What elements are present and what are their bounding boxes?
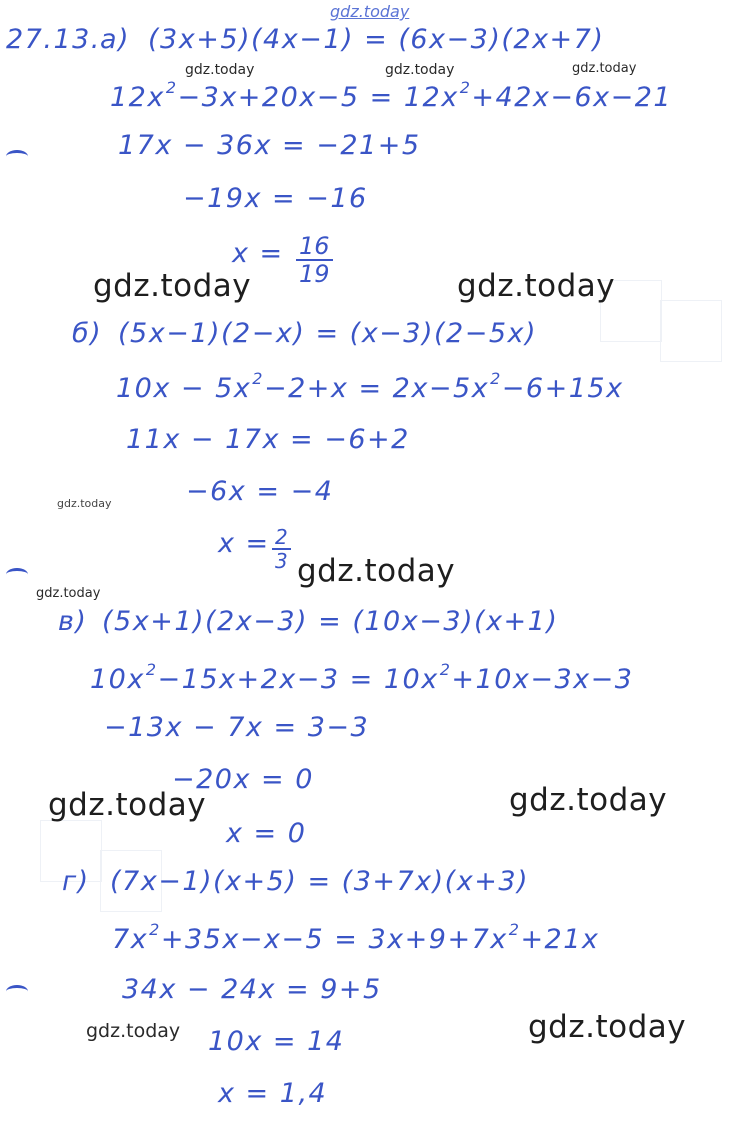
part-g-answer: x = 1,4 <box>218 1078 328 1109</box>
part-b-label: б) <box>72 318 103 349</box>
part-v-answer: x = 0 <box>226 818 307 849</box>
margin-mark <box>6 150 28 163</box>
fraction-numerator: 16 <box>296 234 333 261</box>
watermark: gdz.today <box>297 553 456 589</box>
problem-number: 27.13. <box>6 24 101 55</box>
part-g-line1: $7x^2+35x-x-5 = 3x+9+7x^2+21x$ <box>112 920 600 955</box>
watermark: gdz.today <box>385 62 455 78</box>
watermark: gdz.today <box>93 268 252 304</box>
part-a-label: а) <box>100 24 131 55</box>
part-b-answer-lhs: x = <box>218 528 270 559</box>
part-b-answer-fraction <box>272 527 291 571</box>
watermark: gdz.today <box>185 62 255 78</box>
part-v-equation: (5x+1)(2x−3) = (10x−3)(x+1) <box>102 606 559 637</box>
watermark: gdz.today <box>572 61 637 76</box>
part-a-line1: $12x^2-3x+20x-5 = 12x^2+42x-6x-21$ <box>110 78 673 113</box>
fraction-numerator: 2 <box>272 527 291 550</box>
background-grid <box>660 300 722 362</box>
fraction-denominator: 19 <box>299 260 330 288</box>
watermark: gdz.today <box>528 1009 687 1045</box>
watermark: gdz.today <box>48 787 207 823</box>
fraction-denominator: 3 <box>275 549 288 573</box>
part-a-answer-lhs: x = <box>232 238 284 269</box>
part-v-label: в) <box>58 606 88 637</box>
part-v-line2: −13x − 7x = 3−3 <box>104 712 370 743</box>
watermark: gdz.today <box>36 586 101 601</box>
watermark: gdz.today <box>457 268 616 304</box>
margin-mark <box>6 985 28 998</box>
part-a-line2: 17x − 36x = −21+5 <box>118 130 421 161</box>
part-a-equation: (3x+5)(4x−1) = (6x−3)(2x+7) <box>148 24 605 55</box>
watermark: gdz.today <box>330 2 410 21</box>
part-b-line2: 11x − 17x = −6+2 <box>126 424 410 455</box>
part-a-line3: −19x = −16 <box>183 183 368 214</box>
watermark: gdz.today <box>86 1020 181 1042</box>
part-g-equation: (7x−1)(x+5) = (3+7x)(x+3) <box>110 866 530 897</box>
part-b-line3: −6x = −4 <box>186 476 334 507</box>
part-v-line1: $10x^2-15x+2x-3 = 10x^2+10x-3x-3$ <box>90 660 634 695</box>
part-g-line2: 34x − 24x = 9+5 <box>122 974 382 1005</box>
part-g-label: г) <box>62 866 90 897</box>
part-b-line1: $10x - 5x^2-2+x = 2x-5x^2-6+15x$ <box>116 369 624 404</box>
watermark: gdz.today <box>57 497 112 510</box>
watermark: gdz.today <box>509 782 668 818</box>
part-b-equation: (5x−1)(2−x) = (x−3)(2−5x) <box>118 318 538 349</box>
margin-mark <box>6 568 28 581</box>
part-g-line3: 10x = 14 <box>208 1026 345 1057</box>
part-a-answer-fraction <box>296 234 333 286</box>
part-v-line3: −20x = 0 <box>172 764 314 795</box>
